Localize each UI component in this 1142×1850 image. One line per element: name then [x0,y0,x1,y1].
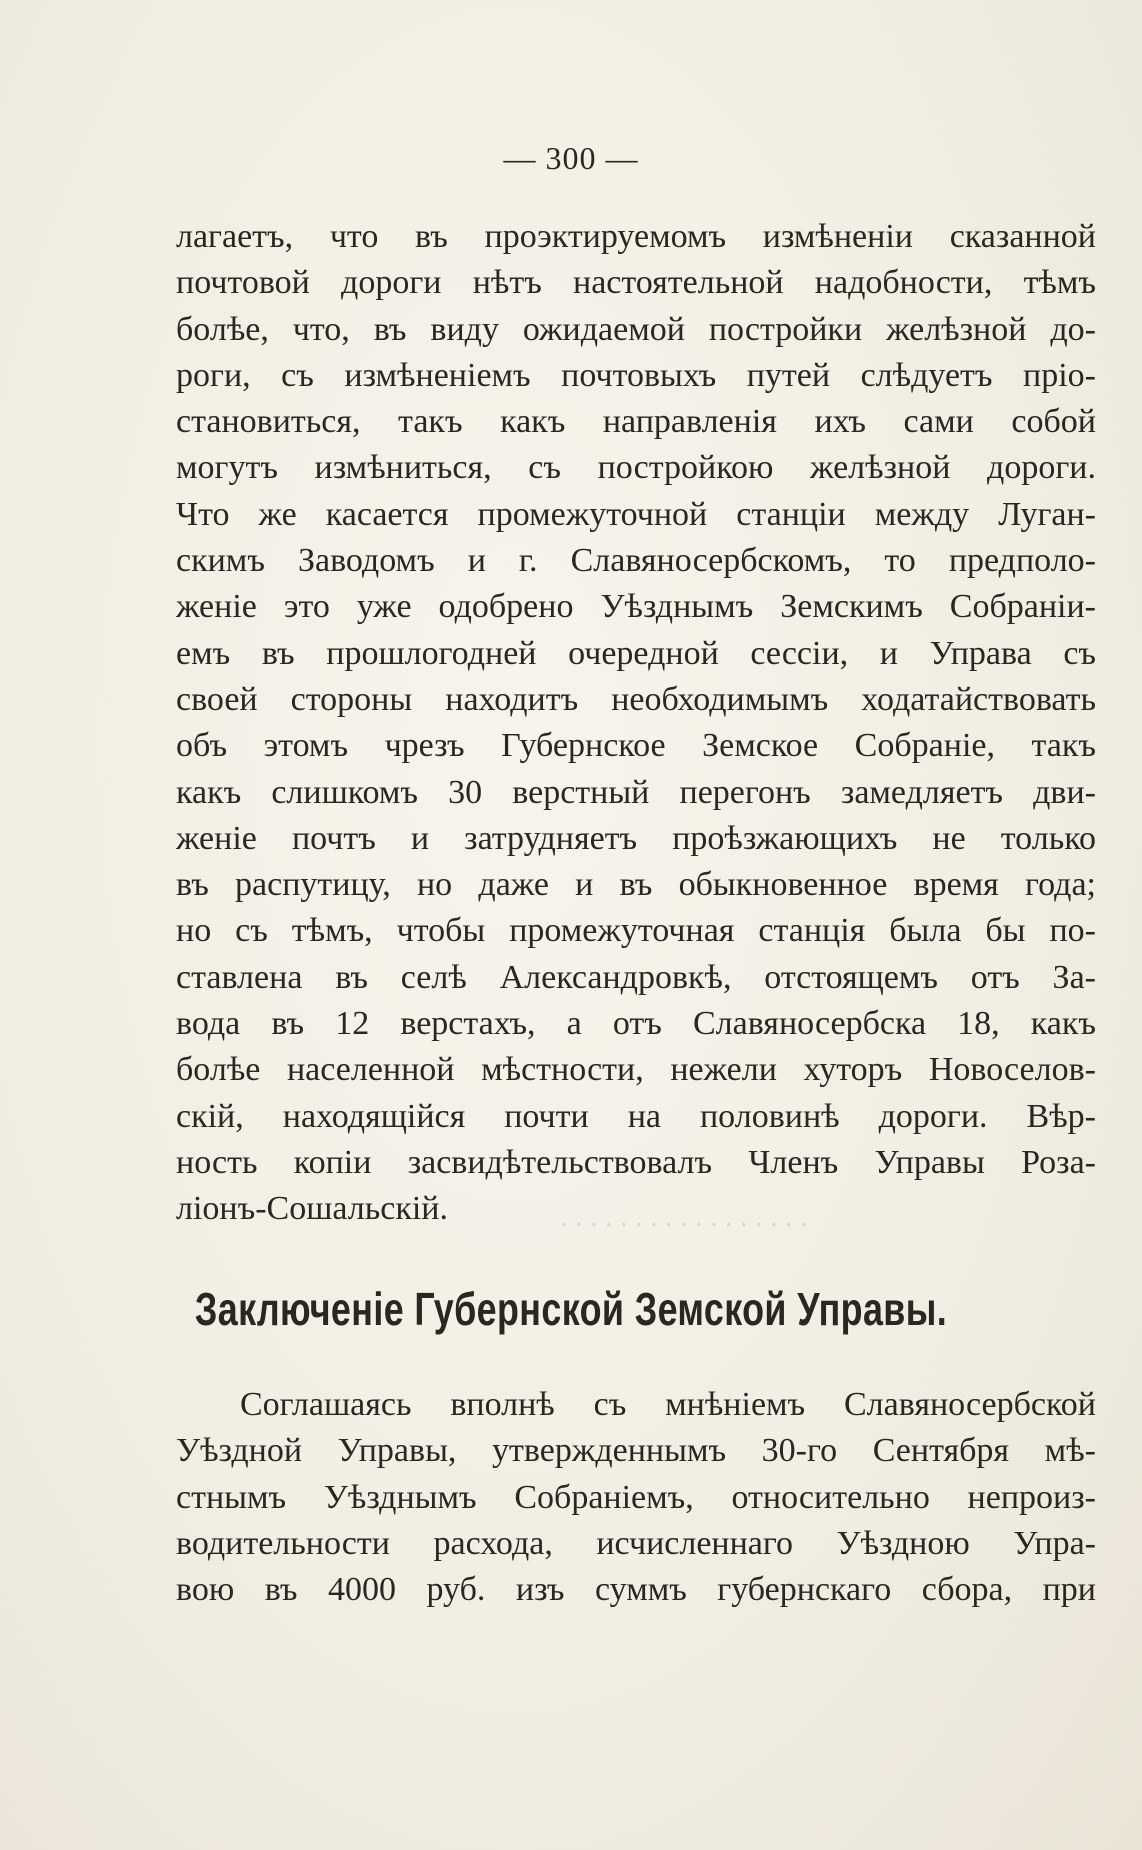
text-line: лагаетъ, что въ проэктируемомъ измѣненіи сказанной [176,218,1096,255]
text-line: стнымъ Уѣзднымъ Собраніемъ, относительно непроиз- [176,1478,1096,1516]
text-line: ность копіи засвидѣтельствовалъ Членъ Управы Роза- [176,1143,1096,1181]
text-line: болѣе, что, въ виду ожидаемой постройки желѣзной до- [176,310,1096,348]
text-line: вою въ 4000 руб. изъ суммъ губернскаго сбора, при [176,1571,1096,1609]
reverse-side-show-through: . . . . . . . . . . . . . . . . . [560,1200,808,1233]
page-number: — 300 — [503,140,639,176]
text-line: женіе почтъ и затрудняетъ проѣзжающихъ не только [176,819,1096,857]
text-line: емъ въ прошлогодней очередной сессіи, и Управа съ [176,634,1096,672]
text-line: своей стороны находитъ необходимымъ ходатайствовать [176,680,1096,718]
section-heading: Заключеніе Губернской Земской Управы. [194,1283,948,1335]
text-line: могутъ измѣниться, съ постройкою желѣзной дороги. [176,449,1096,487]
text-line: но съ тѣмъ, чтобы промежуточная станція была бы по- [176,912,1096,950]
main-paragraph [176,214,1096,1233]
text-line: скимъ Заводомъ и г. Славяносербскомъ, то предполо- [176,542,1096,580]
text-line: роги, съ измѣненіемъ почтовыхъ путей слѣдуетъ пріо- [176,356,1096,394]
text-line: Соглашаясь вполнѣ съ мнѣніемъ Славяносербской [240,1386,1096,1423]
text-line: скій, находящійся почти на половинѣ дороги. Вѣр- [176,1097,1096,1135]
text-line: Что же касается промежуточной станціи между Луган- [176,495,1096,533]
text-line: вода въ 12 верстахъ, а отъ Славяносербска 18, какъ [176,1005,1096,1043]
text-line: Уѣздной Управы, утвержденнымъ 30-го Сентября мѣ- [176,1432,1096,1470]
text-line: въ распутицу, но даже и въ обыкновенное время года; [176,866,1096,904]
text-line: объ этомъ чрезъ Губернское Земское Собраніе, такъ [176,727,1096,765]
text-line: водительности расхода, исчисленнаго Уѣздною Упра- [176,1524,1096,1562]
text-line: ліонъ-Сошальскій. [176,1190,448,1228]
text-line: какъ слишкомъ 30 верстный перегонъ замедляетъ дви- [176,773,1096,811]
text-line: почтовой дороги нѣтъ настоятельной надобности, тѣмъ [176,264,1096,302]
text-line: женіе это уже одобрено Уѣзднымъ Земскимъ Собраніи- [176,588,1096,626]
text-line: становиться, такъ какъ направленія ихъ сами собой [176,403,1096,441]
second-paragraph [176,1382,1096,1613]
text-line: болѣе населенной мѣстности, нежели хуторъ Новоселов- [176,1051,1096,1089]
text-line: ставлена въ селѣ Александровкѣ, отстоящемъ отъ За- [176,958,1096,996]
